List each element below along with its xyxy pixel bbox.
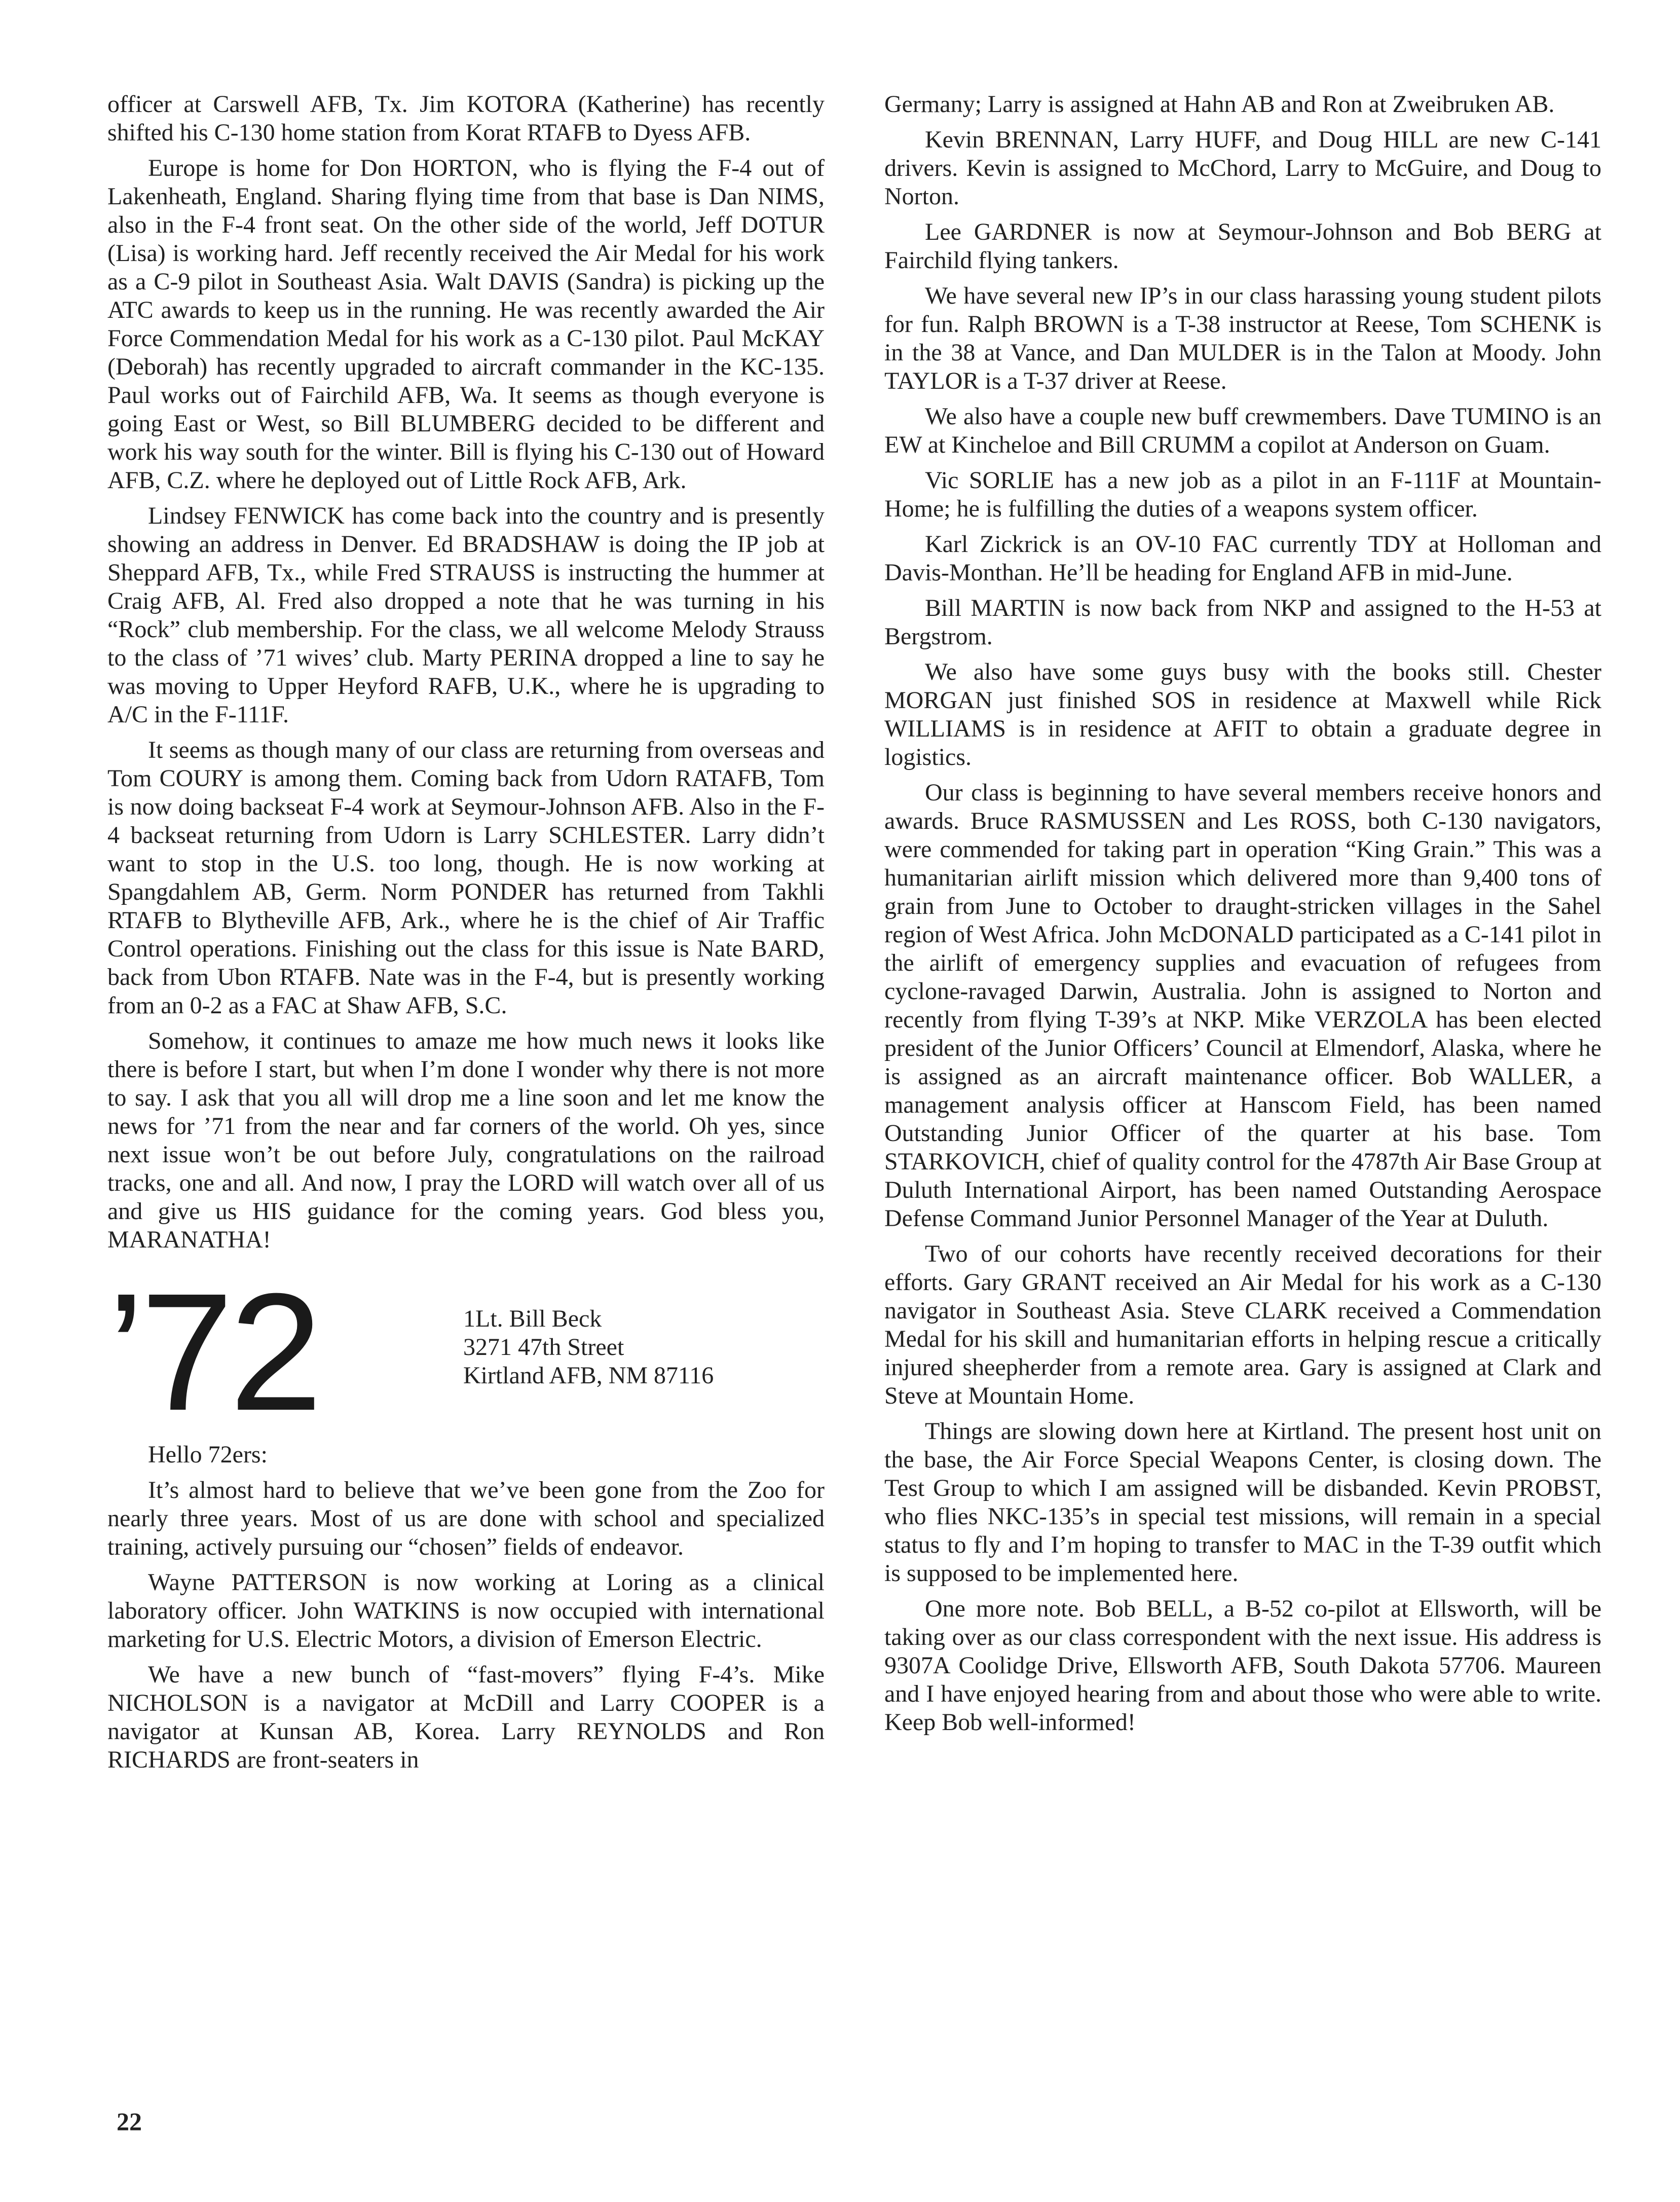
paragraph: officer at Carswell AFB, Tx. Jim KOTORA (Katherine) has recently shifted his C-130 home station from Korat RTAFB to Dyess AFB. bbox=[107, 91, 825, 146]
paragraph: Bill MARTIN is now back from NKP and assigned to the H-53 at Bergstrom. bbox=[884, 595, 1601, 650]
class-year-heading: ’72 bbox=[107, 1258, 319, 1445]
paragraph: Europe is home for Don HORTON, who is flying the F-4 out of Lakenheath, England. Sharing flying time from that base is Dan NIMS, also in the F-4 front seat. On the other side of the world, Jeff DOTUR (Lisa) is working hard. Jeff recently received the Air Medal for his work as a C-9 pilot in Southeast Asia. Walt DAVIS (Sandra) is picking up the ATC awards to keep us in the running. He was recently awarded the Air Force Commendation Medal for his work as a C-130 pilot. Paul McKAY (Deborah) has recently upgraded to aircraft commander in the KC-135. Paul works out of Fairchild AFB, Wa. It seems as though everyone is going East or West, so Bill BLUMBERG decided to be different and work his way south for the winter. Bill is flying his C-130 out of Howard AFB, C.Z. where he deployed out of Little Rock AFB, Ark. bbox=[107, 155, 825, 494]
left-column bbox=[107, 90, 825, 1781]
address-line: 3271 47th Street bbox=[463, 1334, 624, 1361]
paragraph: Kevin BRENNAN, Larry HUFF, and Doug HILL are new C-141 drivers. Kevin is assigned to McChord, Larry to McGuire, and Doug to Norton. bbox=[884, 126, 1601, 210]
greeting: Hello 72ers: bbox=[148, 1441, 268, 1468]
paragraph: It seems as though many of our class are returning from overseas and Tom COURY is among them. Coming back from Udorn RATAFB, Tom is now doing backseat F-4 work at Seymour-Johnson AFB. Also in the F-4 backseat returning from Udorn is Larry SCHLESTER. Larry didn’t want to stop in the U.S. too long, though. He is now working at Spangdahlem AB, Germ. Norm PONDER has returned from Takhli RTAFB to Blytheville AFB, Ark., where he is the chief of Air Traffic Control operations. Finishing out the class for this issue is Nate BARD, back from Ubon RTAFB. Nate was in the F-4, but is presently working from an 0-2 as a FAC at Shaw AFB, S.C. bbox=[107, 737, 825, 1019]
paragraph: Two of our cohorts have recently received decorations for their efforts. Gary GRANT received an Air Medal for his work as a C-130 navigator in Southeast Asia. Steve CLARK received a Commendation Medal for his skill and humanitarian efforts in helping rescue a critically injured sheepherder from a remote area. Gary is assigned at Clark and Steve at Mountain Home. bbox=[884, 1240, 1601, 1409]
paragraph: We also have a couple new buff crewmembers. Dave TUMINO is an EW at Kincheloe and Bill CRUMM a copilot at Anderson on Guam. bbox=[884, 403, 1601, 458]
paragraph: Vic SORLIE has a new job as a pilot in an F-111F at Mountain-Home; he is fulfilling the duties of a weapons system officer. bbox=[884, 467, 1601, 522]
paragraph: Lee GARDNER is now at Seymour-Johnson and Bob BERG at Fairchild flying tankers. bbox=[884, 218, 1601, 274]
paragraph: We also have some guys busy with the books still. Chester MORGAN just finished SOS in residence at Maxwell while Rick WILLIAMS is in residence at AFIT to obtain a graduate degree in logistics. bbox=[884, 658, 1601, 770]
paragraph: Our class is beginning to have several members receive honors and awards. Bruce RASMUSSEN and Les ROSS, both C-130 navigators, were commended for taking part in operation “King Grain.” This was a humanitarian airlift mission which delivered more than 9,400 tons of grain from June to October to draught-stricken villages in the Sahel region of West Africa. John McDONALD participated as a C-141 pilot in the airlift of emergency supplies and evacuation of refugees from cyclone-ravaged Darwin, Australia. John is assigned to Norton and recently from flying T-39’s at NKP. Mike VERZOLA has been elected president of the Junior Officers’ Council at Elmendorf, Alaska, where he is assigned as an aircraft maintenance officer. Bob WALLER, a management analysis officer at Hanscom Field, has been named Outstanding Junior Officer of the quarter at his base. Tom STARKOVICH, chief of quality control for the 4787th Air Base Group at Duluth International Airport, has been named Outstanding Aerospace Defense Command Junior Personnel Manager of the Year at Duluth. bbox=[884, 779, 1601, 1232]
paragraph: One more note. Bob BELL, a B-52 co-pilot at Ellsworth, will be taking over as our class correspondent with the next issue. His address is 9307A Coolidge Drive, Ellsworth AFB, South Dakota 57706. Maureen and I have enjoyed hearing from and about those who were able to write. Keep Bob well-informed! bbox=[884, 1595, 1601, 1736]
address-line: Kirtland AFB, NM 87116 bbox=[463, 1362, 714, 1389]
paragraph: Lindsey FENWICK has come back into the country and is presently showing an address in Denver. Ed BRADSHAW is doing the IP job at Sheppard AFB, Tx., while Fred STRAUSS is instructing the hummer at Craig AFB, Al. Fred also dropped a note that he was turning in his “Rock” club membership. For the class, we all welcome Melody Strauss to the class of ’71 wives’ club. Marty PERINA dropped a line to say he was moving to Upper Heyford RAFB, U.K., where he is upgrading to A/C in the F-111F. bbox=[107, 502, 825, 728]
class-72-header bbox=[107, 1258, 825, 1445]
right-column bbox=[884, 90, 1601, 1744]
page-number: 22 bbox=[117, 2107, 142, 2136]
paragraph: Somehow, it continues to amaze me how much news it looks like there is before I start, but when I’m done I wonder why there is not more to say. I ask that you all will drop me a line soon and let me know the news for ’71 from the near and far corners of the world. Oh yes, since next issue won’t be out before July, congratulations on the railroad tracks, one and all. And now, I pray the LORD will watch over all of us and give us HIS guidance for the coming years. God bless you, MARANATHA! bbox=[107, 1027, 825, 1253]
class-72-section bbox=[107, 1441, 825, 1774]
paragraph: Wayne PATTERSON is now working at Loring as a clinical laboratory officer. John WATKINS is now occupied with international marketing for U.S. Electric Motors, a division of Emerson Electric. bbox=[107, 1569, 825, 1653]
paragraph: Karl Zickrick is an OV-10 FAC currently TDY at Holloman and Davis-Monthan. He’ll be heading for England AFB in mid-June. bbox=[884, 531, 1601, 586]
address-line: 1Lt. Bill Beck bbox=[463, 1305, 602, 1332]
class-71-section bbox=[107, 90, 825, 1254]
paragraph: It’s almost hard to believe that we’ve been gone from the Zoo for nearly three years. Most of us are done with school and specialized training, actively pursuing our “chosen” fields of endeavor. bbox=[107, 1477, 825, 1560]
paragraph: Germany; Larry is assigned at Hahn AB and Ron at Zweibruken AB. bbox=[884, 91, 1555, 118]
paragraph: We have a new bunch of “fast-movers” flying F-4’s. Mike NICHOLSON is a navigator at McDill and Larry COOPER is a navigator at Kunsan AB, Korea. Larry REYNOLDS and Ron RICHARDS are front-seaters in bbox=[107, 1661, 825, 1773]
paragraph: Things are slowing down here at Kirtland. The present host unit on the base, the Air Force Special Weapons Center, is closing down. The Test Group to which I am assigned will be disbanded. Kevin PROBST, who flies NKC-135’s in special test missions, will remain in a special status to fly and I’m hoping to transfer to MAC in the T-39 outfit which is supposed to be implemented here. bbox=[884, 1418, 1601, 1587]
correspondent-address bbox=[463, 1305, 714, 1390]
paragraph: We have several new IP’s in our class harassing young student pilots for fun. Ralph BROWN is a T-38 instructor at Reese, Tom SCHENK is in the 38 at Vance, and Dan MULDER is in the Talon at Moody. John TAYLOR is a T-37 driver at Reese. bbox=[884, 282, 1601, 394]
